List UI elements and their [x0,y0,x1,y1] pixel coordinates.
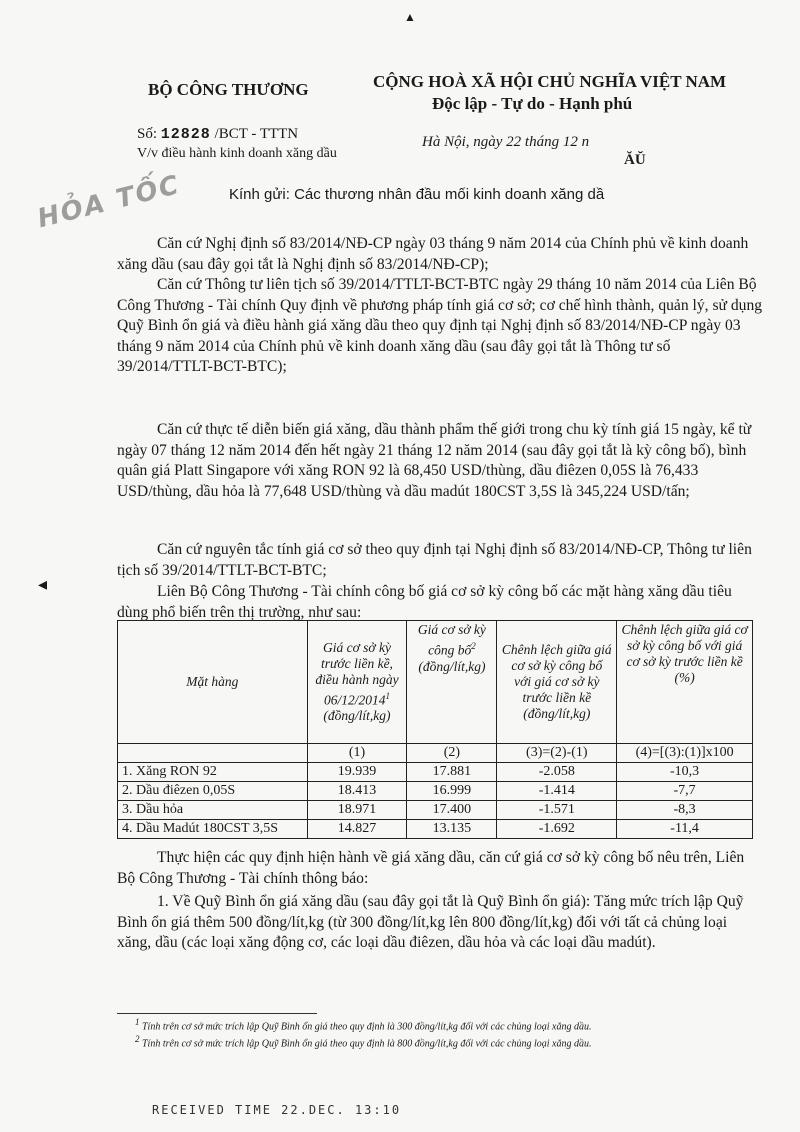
recipient-line: Kính gửi: Các thương nhân đầu mối kinh doanh xăng dầ [229,186,605,203]
table-index-row [118,744,753,763]
margin-mark: ◂ [38,574,48,594]
header-pct: Chênh lệch giữa giá cơ sở kỳ công bố với giá cơ sở kỳ trước liền kề (%) [617,621,753,744]
republic-name: CỘNG HOÀ XÃ HỘI CHỦ NGHĨA VIỆT NAM [373,72,727,91]
paragraph-stabilization-fund: 1. Về Quỹ Bình ổn giá xăng dầu (sau đây gọi tắt là Quỹ Bình ổn giá): Tăng mức trích lập Quỹ Bình ổn giá thêm 500 đồng/lít,kg (từ 300 đồng/lít,kg lên 800 đồng/lít,kg) đối với tất cả chủng loại xăng, dầu (các loại xăng động cơ, các loại dầu điêzen, dầu hỏa và các loại dầu madút). [117,893,744,952]
row-pct: -10,3 [617,763,753,782]
header-prev-price [307,621,407,744]
row-diff: -1.692 [497,820,617,839]
fax-received-time: RECEIVED TIME 22.DEC. 13:10 [152,1103,402,1117]
row-curr: 17.400 [407,801,497,820]
header-item: Mặt hàng [118,621,308,744]
row-curr: 17.881 [407,763,497,782]
footnote-1-mark: 1 [135,1017,140,1027]
index-cell: (3)=(2)-(1) [497,744,617,763]
urgent-stamp: HỎA TỐC [34,169,184,235]
footnote-2-text: Tính trên cơ sở mức trích lập Quỹ Bình ổn giá theo quy định là 800 đồng/lít,kg đối với các chủng loại xăng dầu. [142,1038,592,1050]
doc-number-prefix: Số: [137,126,158,142]
index-cell: (1) [307,744,407,763]
row-curr: 13.135 [407,820,497,839]
index-cell: (4)=[(3):(1)]x100 [617,744,753,763]
paragraph-decree: Căn cứ Nghị định số 83/2014/NĐ-CP ngày 03 tháng 9 năm 2014 của Chính phủ về kinh doanh xăng dầu (sau đây gọi tắt là Nghị định số 83/2014/NĐ-CP); [117,235,749,273]
header-prev-sup: 1 [385,690,390,701]
row-prev: 18.413 [307,782,407,801]
footnote-2-mark: 2 [135,1034,140,1044]
row-diff: -1.414 [497,782,617,801]
doc-number-suffix: /BCT - TTTN [214,126,299,142]
row-prev: 18.971 [307,801,407,820]
row-prev: 14.827 [307,820,407,839]
ministry-name: BỘ CÔNG THƯƠNG [148,80,309,99]
row-name: 2. Dầu điêzen 0,05S [118,782,308,801]
document-number [137,126,298,143]
index-empty [118,744,308,763]
header-curr-price [407,621,497,744]
paragraph-market-prices: Căn cứ thực tế diễn biến giá xăng, dầu thành phẩm thế giới trong chu kỳ tính giá 15 ngày, kể từ ngày 07 tháng 12 năm 2014 đến hết ngày 21 tháng 12 năm 2014 (sau đây gọi tắt là kỳ công bố), bình quân giá Platt Singapore với xăng RON 92 là 68,450 USD/thùng, dầu điêzen 0,05S là 76,433 USD/thùng, dầu hỏa là 77,648 USD/thùng và dầu madút 180CST 3,5S là 345,224 USD/tấn; [117,421,752,500]
header-curr-text: Giá cơ sở kỳ công bố [417,622,486,658]
footnote-1-text: Tính trên cơ sở mức trích lập Quỹ Bình ổn giá theo quy định là 300 đồng/lít,kg đối với các chủng loại xăng dầu. [142,1021,592,1033]
row-diff: -2.058 [497,763,617,782]
row-prev: 19.939 [307,763,407,782]
base-price-table [117,620,753,839]
place-date: Hà Nội, ngày 22 tháng 12 n [422,134,590,150]
index-cell: (2) [407,744,497,763]
motto: Độc lập - Tự do - Hạnh phú [432,94,633,113]
footnote-divider [117,1013,317,1014]
row-diff: -1.571 [497,801,617,820]
header-prev-unit: (đồng/lít,kg) [323,708,391,724]
header-curr-unit: (đồng/lít,kg) [418,658,486,674]
row-pct: -8,3 [617,801,753,820]
row-pct: -11,4 [617,820,753,839]
table-row [118,782,753,801]
doc-number-value: 12828 [160,126,211,143]
header-curr-sup: 2 [471,641,476,651]
footnote-1 [135,1017,775,1032]
place-date-fragment: ĂŬ [624,152,646,168]
table-row [118,801,753,820]
table-row [118,820,753,839]
row-name: 1. Xăng RON 92 [118,763,308,782]
row-curr: 16.999 [407,782,497,801]
paragraph-notice: Thực hiện các quy định hiện hành về giá xăng dầu, căn cứ giá cơ sở kỳ công bố nêu trên, Liên Bộ Công Thương - Tài chính thông báo: [117,849,745,887]
top-mark: ▲ [404,10,416,24]
header-diff: Chênh lệch giữa giá cơ sở kỳ công bố với giá cơ sở kỳ trước liền kề (đồng/lít,kg) [497,621,617,744]
table-header-row [118,621,753,744]
row-pct: -7,7 [617,782,753,801]
footnote-2 [135,1034,775,1049]
row-name: 4. Dầu Madút 180CST 3,5S [118,820,308,839]
header-prev-text: Giá cơ sở kỳ trước liền kề, điều hành ngày 06/12/2014 [315,639,399,708]
paragraph-circular: Căn cứ Thông tư liên tịch số 39/2014/TTLT-BCT-BTC ngày 29 tháng 10 năm 2014 của Liên Bộ Công Thương - Tài chính Quy định về phương pháp tính giá cơ sở; cơ chế hình thành, quản lý, sử dụng Quỹ Bình ổn giá và điều hành giá xăng dầu theo quy định tại Nghị định số 83/2014/NĐ-CP ngày 03 tháng 9 năm 2014 của Chính phủ về kinh doanh xăng dầu (sau đây gọi tắt là Thông tư số 39/2014/TTLT-BCT-BTC); [117,276,763,376]
row-name: 3. Dầu hỏa [118,801,308,820]
document-subject: V/v điều hành kinh doanh xăng dầu [137,146,337,161]
paragraph-principles: Căn cứ nguyên tắc tính giá cơ sở theo quy định tại Nghị định số 83/2014/NĐ-CP, Thông tư liên tịch số 39/2014/TTLT-BCT-BTC; [117,541,752,579]
table-row [118,763,753,782]
paragraph-announcement: Liên Bộ Công Thương - Tài chính công bố giá cơ sở kỳ công bố các mặt hàng xăng dầu tiêu dùng phổ biến trên thị trường, như sau: [117,583,732,621]
